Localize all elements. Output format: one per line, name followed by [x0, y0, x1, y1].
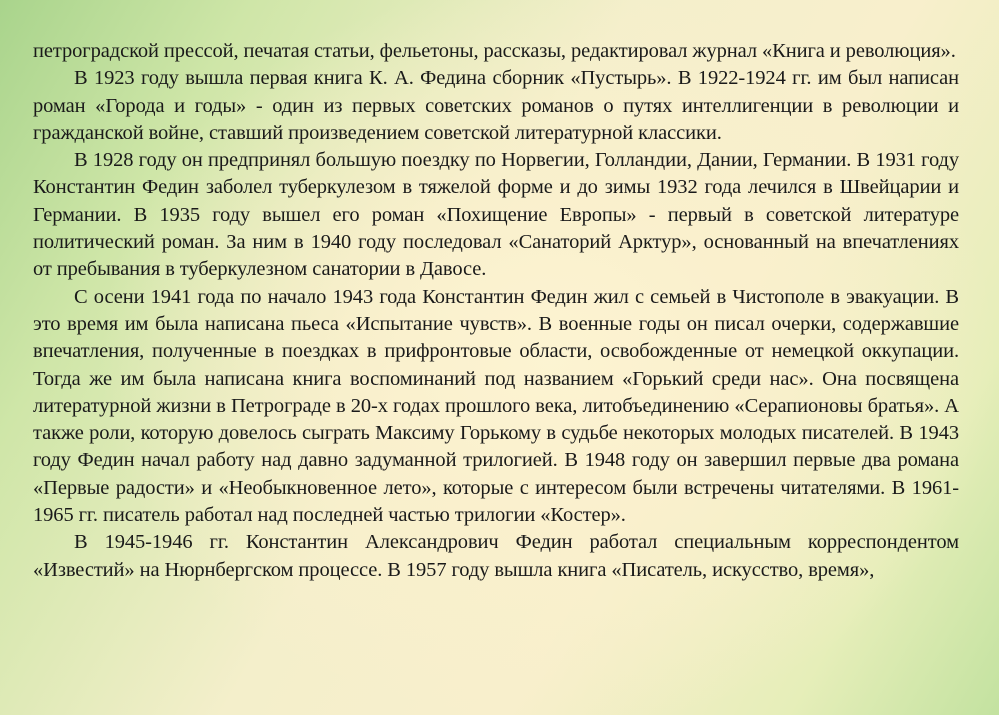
paragraph-4: С осени 1941 года по начало 1943 года Константин Федин жил с семьей в Чистополе в эвакуации. В это время им была написана пьеса «Испытание чувств». В военные годы он писал очерки, содержавшие впечатления, полученные в поездках в прифронтовые области, освобожденные от немецкой оккупации. Тогда же им была написана книга воспоминаний под названием «Горький среди нас». Она посвящена литературной жизни в Петрограде в 20-х годах прошлого века, литобъединению «Серапионовы братья». А также роли, которую довелось сыграть Максиму Горькому в судьбе некоторых молодых писателей. В 1943 году Федин начал работу над давно задуманной трилогией. В 1948 году он завершил первые два романа «Первые радости» и «Необыкновенное лето», которые с интересом были встречены читателями. В 1961-1965 гг. писатель работал над последней частью трилогии «Костер».	[33, 285, 959, 527]
paragraph-5: В 1945-1946 гг. Константин Александрович Федин работал специальным корреспондентом «Известий» на Нюрнбергском процессе. В 1957 году вышла книга «Писатель, искусство, время»,	[33, 531, 959, 581]
paragraph-3: В 1928 году он предпринял большую поездку по Норвегии, Голландии, Дании, Германии. В 1931 году Константин Федин заболел туберкулезом в тяжелой форме и до зимы 1932 года лечился в Швейцарии и Германии. В 1935 году вышел его роман «Похищение Европы» - первый в советской литературе политический роман. За ним в 1940 году последовал «Санаторий Арктур», основанный на впечатлениях от пребывания в туберкулезном санатории в Давосе.	[33, 149, 959, 281]
document-page	[33, 38, 959, 584]
paragraph-1: петроградской прессой, печатая статьи, фельетоны, рассказы, редактировал журнал «Книга и революция».	[33, 40, 956, 62]
paragraph-2: В 1923 году вышла первая книга К. А. Федина сборник «Пустырь». В 1922-1924 гг. им был написан роман «Города и годы» - один из первых советских романов о путях интеллигенции в революции и гражданской войне, ставший произведением советской литературной классики.	[33, 67, 959, 144]
